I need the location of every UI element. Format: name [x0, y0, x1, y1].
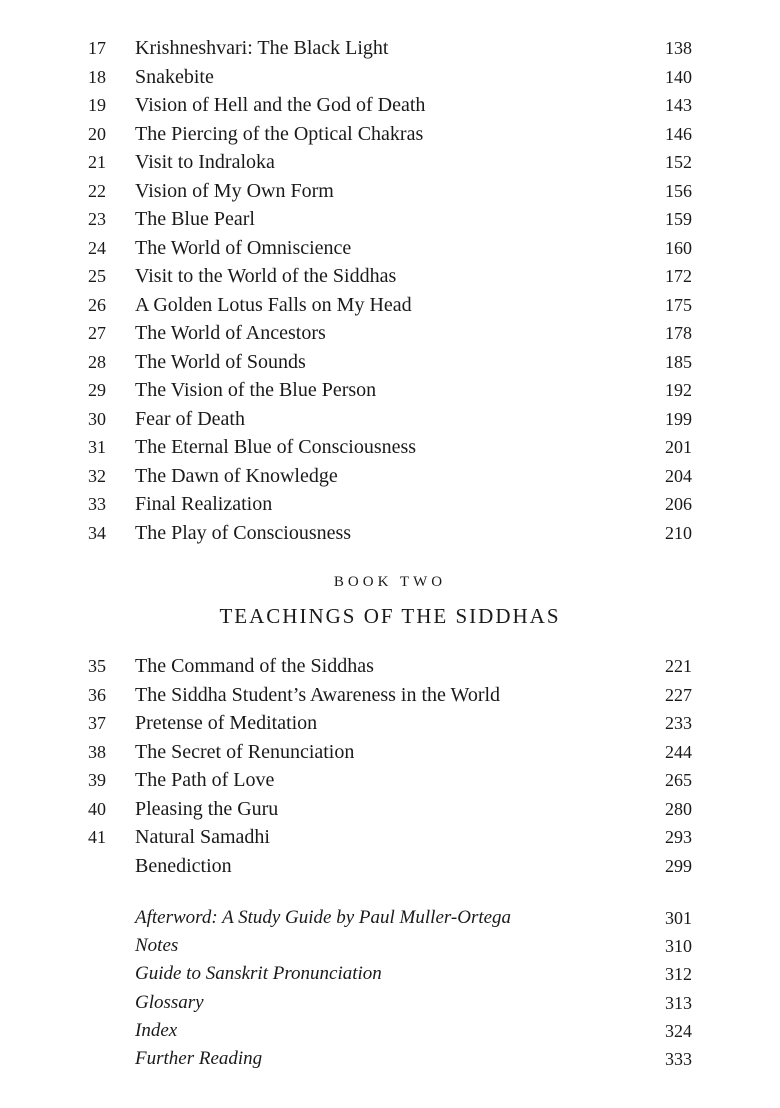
toc-entry [0, 709, 780, 738]
chapter-number: 18 [88, 66, 106, 87]
toc-entry [0, 795, 780, 824]
toc-entry [0, 234, 780, 263]
toc-entry [0, 376, 780, 405]
entry-title: Final Realization [135, 493, 273, 515]
page-number: 143 [665, 95, 692, 115]
toc-entry [0, 63, 780, 92]
chapter-number: 24 [88, 237, 106, 258]
entry-title: Benediction [135, 854, 232, 877]
page-number: 146 [665, 123, 692, 144]
chapter-number: 31 [88, 437, 106, 457]
toc-entry [0, 433, 780, 462]
toc-entry [0, 823, 780, 852]
toc-entry [0, 205, 780, 234]
entry-title: Krishneshvari: The Black Light [135, 37, 389, 59]
page-number: 199 [665, 408, 692, 429]
toc-entry [0, 148, 780, 177]
toc-entry [0, 852, 780, 881]
book-heading: TEACHINGS OF THE SIDDHAS [219, 604, 561, 628]
toc-entry [0, 177, 780, 206]
chapter-number: 35 [88, 656, 106, 676]
page-number: 280 [665, 798, 692, 819]
chapter-number: 20 [88, 123, 106, 144]
toc-entry [0, 519, 780, 548]
chapter-number: 38 [88, 741, 106, 762]
chapter-number: 26 [88, 294, 106, 315]
entry-title: Notes [135, 935, 179, 957]
toc-entry [0, 960, 780, 988]
toc-entry [0, 904, 780, 932]
chapter-number: 33 [88, 494, 106, 514]
entry-title: Index [135, 1019, 178, 1041]
page-number: 178 [665, 323, 692, 343]
entry-title: A Golden Lotus Falls on My Head [135, 293, 412, 316]
page-number: 159 [665, 209, 692, 229]
entry-title: The Play of Consciousness [135, 521, 352, 544]
entry-title: The Eternal Blue of Consciousness [135, 436, 417, 458]
entry-title: The World of Omniscience [135, 236, 352, 259]
page-number: 244 [665, 741, 692, 762]
page-number: 310 [665, 936, 692, 957]
page-number: 201 [665, 437, 692, 457]
toc-entry [0, 405, 780, 434]
chapter-number: 22 [88, 180, 106, 201]
chapter-number: 40 [88, 798, 106, 819]
book-label: BOOK TWO [333, 574, 447, 590]
entry-title: Snakebite [135, 65, 214, 88]
toc-entry [0, 34, 780, 63]
entry-title: Fear of Death [135, 407, 245, 430]
toc-entry [0, 681, 780, 710]
page-number: 333 [665, 1048, 692, 1069]
entry-title: The World of Ancestors [135, 322, 326, 344]
toc-entry [0, 490, 780, 519]
page-number: 138 [665, 38, 692, 58]
chapter-number: 27 [88, 323, 106, 343]
toc-entry [0, 120, 780, 149]
toc-entry [0, 989, 780, 1017]
page-number: 152 [665, 152, 692, 172]
chapter-number: 21 [88, 152, 106, 172]
entry-title: Visit to Indraloka [135, 151, 275, 173]
toc-entry [0, 1017, 780, 1045]
toc-entry [0, 652, 780, 681]
page-number: 233 [665, 713, 692, 733]
chapter-number: 17 [88, 38, 106, 58]
toc-entry [0, 766, 780, 795]
page-number: 175 [665, 294, 692, 315]
toc-list-book-two [0, 652, 780, 880]
page-number: 204 [665, 465, 692, 486]
entry-title: Guide to Sanskrit Pronunciation [135, 963, 382, 985]
entry-title: The Blue Pearl [135, 208, 255, 230]
page-number: 185 [665, 351, 692, 372]
page-number: 312 [665, 964, 692, 985]
page-number: 140 [665, 66, 692, 87]
page-number: 206 [665, 494, 692, 514]
chapter-number: 34 [88, 522, 106, 543]
toc-entry [0, 1045, 780, 1073]
entry-title: Natural Samadhi [135, 826, 270, 848]
page-number: 299 [665, 855, 692, 876]
entry-title: The Path of Love [135, 769, 275, 791]
page-number: 324 [665, 1020, 692, 1041]
chapter-number: 36 [88, 684, 106, 705]
page-number: 160 [665, 237, 692, 258]
page-number: 210 [665, 522, 692, 543]
toc-entry [0, 462, 780, 491]
chapter-number: 28 [88, 351, 106, 372]
entry-title: The Command of the Siddhas [135, 655, 374, 677]
entry-title: Glossary [135, 991, 204, 1013]
chapter-number: 37 [88, 713, 106, 733]
entry-title: Vision of My Own Form [135, 179, 334, 202]
entry-title: The Secret of Renunciation [135, 740, 355, 763]
entry-title: Afterword: A Study Guide by Paul Muller-Ortega [135, 907, 512, 928]
toc-entry [0, 738, 780, 767]
chapter-number: 25 [88, 266, 106, 286]
page-number: 227 [665, 684, 692, 705]
toc-entry [0, 319, 780, 348]
toc-list-part-one [0, 34, 780, 547]
entry-title: The World of Sounds [135, 350, 306, 373]
entry-title: Pleasing the Guru [135, 797, 279, 820]
entry-title: Visit to the World of the Siddhas [135, 265, 397, 287]
toc-entry [0, 932, 780, 960]
chapter-number: 30 [88, 408, 106, 429]
page-number: 221 [665, 656, 692, 676]
page-number: 301 [665, 908, 692, 928]
toc-list-back-matter [0, 904, 780, 1073]
page-number: 156 [665, 180, 692, 201]
entry-title: The Siddha Student’s Awareness in the World [135, 683, 501, 706]
chapter-number: 32 [88, 465, 106, 486]
page-number: 172 [665, 266, 692, 286]
entry-title: Vision of Hell and the God of Death [135, 94, 426, 116]
chapter-number: 29 [88, 380, 106, 400]
entry-title: The Vision of the Blue Person [135, 379, 377, 401]
page-number: 192 [665, 380, 692, 400]
toc-entry [0, 91, 780, 120]
toc-entry [0, 291, 780, 320]
entry-title: Pretense of Meditation [135, 712, 318, 734]
chapter-number: 19 [88, 95, 106, 115]
toc-entry [0, 262, 780, 291]
chapter-number: 39 [88, 770, 106, 790]
toc-entry [0, 348, 780, 377]
entry-title: The Dawn of Knowledge [135, 464, 338, 487]
chapter-number: 23 [88, 209, 106, 229]
chapter-number: 41 [88, 827, 106, 847]
entry-title: The Piercing of the Optical Chakras [135, 122, 424, 145]
page-number: 313 [665, 992, 692, 1013]
page-number: 265 [665, 770, 692, 790]
page-number: 293 [665, 827, 692, 847]
entry-title: Further Reading [135, 1047, 263, 1069]
